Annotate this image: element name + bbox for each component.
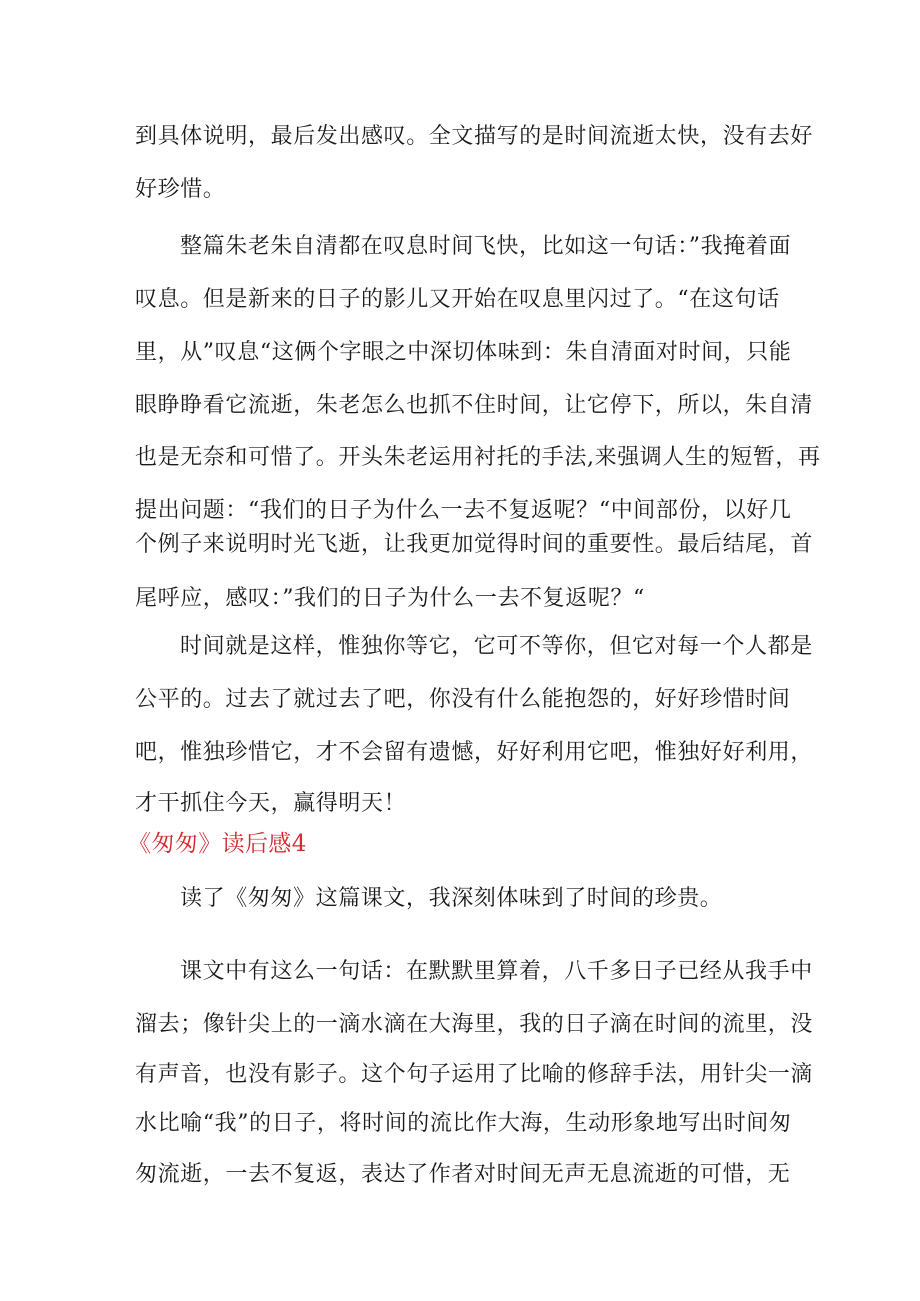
paragraph-line: 个例子来说明时光飞逝，让我更加觉得时间的重要性。最后结尾，首: [135, 532, 814, 557]
paragraph-line: 好珍惜。: [135, 177, 226, 202]
paragraph-line: 时间就是这样，惟独你等它，它可不等你，但它对每一个人都是: [180, 634, 813, 659]
paragraph-line: 匆流逝，一去不复返，表达了作者对时间无声无息流逝的可惜，无: [135, 1162, 791, 1187]
paragraph-line: 也是无奈和可惜了。开头朱老运用衬托的手法,来强调人生的短暂，再: [135, 445, 821, 470]
paragraph-line: 读了《匆匆》这篇课文，我深刻体味到了时间的珍贵。: [180, 886, 723, 911]
paragraph-line: 水比喻“我”的日子，将时间的流比作大海，生动形象地写出时间匆: [135, 1111, 792, 1136]
paragraph-line: 吧，惟独珍惜它，才不会留有遗憾，好好利用它吧，惟独好好利用，: [135, 740, 814, 765]
paragraph-line: 公平的。过去了就过去了吧，你没有什么能抱怨的，好好珍惜时间: [135, 687, 791, 712]
paragraph-line: 尾呼应，感叹：”我们的日子为什么一去不复返呢？“: [135, 586, 645, 611]
paragraph-line: 整篇朱老朱自清都在叹息时间飞快，比如这一句话：”我掩着面: [180, 234, 792, 259]
paragraph-line: 眼睁睁看它流逝，朱老怎么也抓不住时间，让它停下，所以，朱自清: [135, 393, 814, 418]
paragraph-line: 有声音，也没有影子。这个句子运用了比喻的修辞手法，用针尖一滴: [135, 1062, 814, 1087]
paragraph-line: 到具体说明，最后发出感叹。全文描写的是时间流逝太快，没有去好: [135, 124, 814, 149]
paragraph-line: 课文中有这么一句话：在默默里算着，八千多日子已经从我手中: [180, 959, 813, 984]
paragraph-line: 才干抓住今天，赢得明天！: [135, 791, 407, 816]
paragraph-line: 叹息。但是新来的日子的影儿又开始在叹息里闪过了。“在这句话: [135, 287, 780, 312]
paragraph-line: 里，从”叹息“这俩个字眼之中深切体味到：朱自清面对时间，只能: [135, 340, 792, 365]
paragraph-line: 提出问题：“我们的日子为什么一去不复返呢？“中间部份，以好几: [135, 498, 792, 523]
section-heading: 《匆匆》读后感4: [128, 831, 307, 857]
paragraph-line: 溜去；像针尖上的一滴水滴在大海里，我的日子滴在时间的流里，没: [135, 1012, 814, 1037]
